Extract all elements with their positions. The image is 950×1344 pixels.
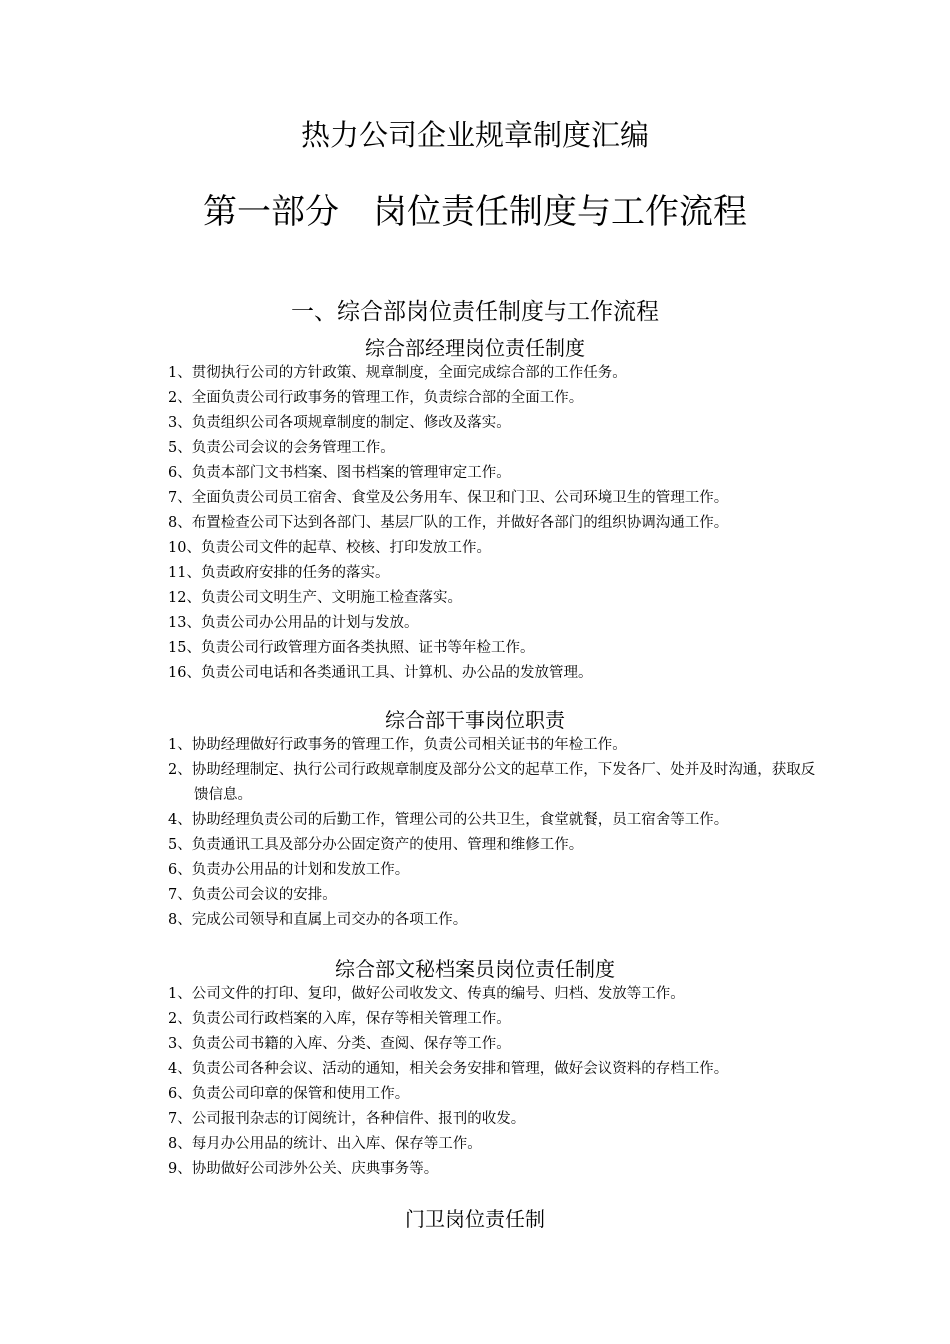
duty-list bbox=[0, 982, 950, 1182]
list-item: 12、负责公司文明生产、文明施工检查落实。 bbox=[168, 590, 462, 606]
list-item: 6、负责本部门文书档案、图书档案的管理审定工作。 bbox=[168, 465, 511, 481]
list-item: 6、负责公司印章的保管和使用工作。 bbox=[168, 1086, 410, 1102]
list-item: 6、负责办公用品的计划和发放工作。 bbox=[168, 862, 410, 878]
section-title: 综合部干事岗位职责 bbox=[385, 708, 565, 732]
list-item: 9、协助做好公司涉外公关、庆典事务等。 bbox=[168, 1161, 439, 1177]
list-item: 3、负责公司书籍的入库、分类、查阅、保存等工作。 bbox=[168, 1036, 511, 1052]
list-item: 7、全面负责公司员工宿舍、食堂及公务用车、保卫和门卫、公司环境卫生的管理工作。 bbox=[168, 490, 729, 506]
list-item: 2、全面负责公司行政事务的管理工作，负责综合部的全面工作。 bbox=[168, 390, 584, 406]
document-title: 热力公司企业规章制度汇编 bbox=[300, 118, 649, 152]
list-item: 10、负责公司文件的起草、校核、打印发放工作。 bbox=[168, 540, 491, 556]
list-item: 7、公司报刊杂志的订阅统计，各种信件、报刊的收发。 bbox=[168, 1111, 526, 1127]
section-clerk-duties bbox=[0, 707, 950, 933]
list-item: 1、协助经理做好行政事务的管理工作，负责公司相关证书的年检工作。 bbox=[168, 737, 627, 753]
part-title: 第一部分 岗位责任制度与工作流程 bbox=[203, 192, 747, 232]
duty-list bbox=[0, 733, 950, 933]
section-title: 综合部经理岗位责任制度 bbox=[365, 336, 585, 360]
duty-list bbox=[0, 361, 950, 686]
list-item: 1、公司文件的打印、复印，做好公司收发文、传真的编号、归档、发放等工作。 bbox=[168, 986, 685, 1002]
section-title: 综合部文秘档案员岗位责任制度 bbox=[335, 957, 615, 981]
list-item: 4、负责公司各种会议、活动的通知，相关会务安排和管理，做好会议资料的存档工作。 bbox=[168, 1061, 729, 1077]
list-item: 4、协助经理负责公司的后勤工作，管理公司的公共卫生，食堂就餐，员工宿舍等工作。 bbox=[168, 812, 729, 828]
section-secretary-archivist-duties bbox=[0, 956, 950, 1182]
list-item: 2、协助经理制定、执行公司行政规章制度及部分公文的起草工作，下发各厂、处并及时沟通，获取反馈信息。 bbox=[168, 762, 816, 803]
list-item: 5、负责公司会议的会务管理工作。 bbox=[168, 440, 395, 456]
list-item: 2、负责公司行政档案的入库，保存等相关管理工作。 bbox=[168, 1011, 511, 1027]
list-item: 8、完成公司领导和直属上司交办的各项工作。 bbox=[168, 912, 468, 928]
list-item: 15、负责公司行政管理方面各类执照、证书等年检工作。 bbox=[168, 640, 535, 656]
list-item: 8、每月办公用品的统计、出入库、保存等工作。 bbox=[168, 1136, 482, 1152]
list-item: 1、贯彻执行公司的方针政策、规章制度，全面完成综合部的工作任务。 bbox=[168, 365, 627, 381]
section-title: 门卫岗位责任制 bbox=[405, 1207, 545, 1231]
list-item: 5、负责通讯工具及部分办公固定资产的使用、管理和维修工作。 bbox=[168, 837, 584, 853]
list-item: 11、负责政府安排的任务的落实。 bbox=[168, 565, 390, 581]
list-item: 16、负责公司电话和各类通讯工具、计算机、办公品的发放管理。 bbox=[168, 665, 593, 681]
section-gatekeeper-duties bbox=[0, 1206, 950, 1232]
chapter-title: 一、综合部岗位责任制度与工作流程 bbox=[291, 299, 659, 325]
section-manager-duties bbox=[0, 335, 950, 686]
list-item: 7、负责公司会议的安排。 bbox=[168, 887, 337, 903]
list-item: 3、负责组织公司各项规章制度的制定、修改及落实。 bbox=[168, 415, 511, 431]
list-item: 13、负责公司办公用品的计划与发放。 bbox=[168, 615, 419, 631]
list-item: 8、布置检查公司下达到各部门、基层厂队的工作，并做好各部门的组织协调沟通工作。 bbox=[168, 515, 729, 531]
